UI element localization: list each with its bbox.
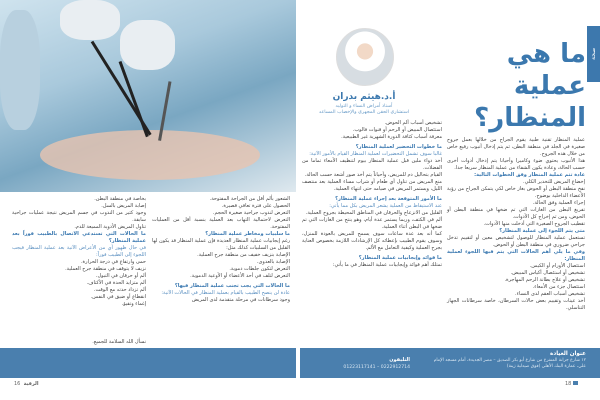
- doctor-title-line: أستاذ أمراض النساء و التوليد: [335, 104, 393, 109]
- paragraph: الإصابة بالعدوى.: [256, 259, 290, 265]
- section-heading: وفي ما يلي أهم الحالات التي يتم فيها اللجوء لعملية المنظار:: [447, 249, 585, 262]
- right-page-number: [565, 381, 578, 387]
- left-page-left-column: [12, 196, 146, 308]
- paragraph: حمى وارتفاع في درجة الحرارة.: [80, 259, 146, 265]
- phone-label: التليفون: [389, 357, 410, 363]
- paragraph: كما أنه بعد عدة ساعات سوف يسمح للمريض بالعودة للمنزل، وسوف يقوم الطبيب بإعطائه كل الإرشادات اللازمة بخصوص العناية بجرح العملية وكيفية التعامل مع الألم.: [302, 231, 442, 251]
- paragraph: إصابة المريض بالسل.: [101, 203, 146, 209]
- paragraph: أخذ دواء ملين قبل عملية المنظار بيوم لتنظيف الأمعاء تماما من الفضلات.: [302, 158, 442, 171]
- section-subheading: عادة لن ينصح الطبيب بالقيام بعملية المنظار في الحالات الآتية:: [161, 290, 290, 296]
- article-title: ما هي عملية المنظار؟: [474, 39, 586, 133]
- paragraph: التعرض لندوب جراحية صغيرة الحجم.: [212, 210, 290, 216]
- section-heading: عادة تتم عملية المنظار وفق الخطوات التالية:: [474, 172, 585, 178]
- paragraph: منع المريض من تناول أي طعام أو شراب مساء العملية بعد منتصف الليل، ويستمر المريض في صيامه حتى انتهاء العملية.: [302, 179, 442, 192]
- page-number: 16: [14, 381, 21, 387]
- address-label: عنوان العيادة: [550, 351, 586, 357]
- clinic-address: [426, 351, 586, 370]
- section-subheading: في حال ظهور أي من الأعراض الآتية بعد عملية المنظار فيجب اللجوء إلى الطبيب فوراً:: [12, 245, 146, 258]
- address-text: ١٢ شارع جرانة المتفرع من شارع أبو بكر الصديق – مصر الجديدة، أمام مسجد الإمام علي، عمارة البنك الأهلي (فوق صيدلية زينة): [433, 358, 586, 369]
- paragraph: الحصول على فترة تعافي قصيرة.: [221, 203, 290, 209]
- paragraph: إغماء وتقيؤ.: [121, 301, 146, 307]
- paragraph: تشخيص أو استئصال أكياس المبيض.: [510, 270, 585, 276]
- paragraph: بخاصة في منطقة البطن.: [94, 196, 146, 202]
- phone-value: 01223117141 – 0222912714: [343, 365, 410, 370]
- paragraph: استئصال الأورام أو الكيس.: [529, 263, 585, 269]
- middle-column: [302, 120, 442, 269]
- clinic-phone: [320, 357, 410, 371]
- section-subheading: عند الاستيقاظ من العملية يشعر المريض بكل مما يأتي:: [329, 203, 442, 209]
- paragraph: إجراء العملية وفق الحالة.: [532, 200, 585, 206]
- left-footer-band: [0, 348, 296, 378]
- surgery-photo: [0, 0, 296, 192]
- magazine-label: الرقية: [23, 381, 39, 387]
- section-heading: ما خطوات التحضير لعملية المنظار؟: [355, 144, 442, 150]
- paragraph: تستعمل عملية المنظار للوصول لتشخيص معين أو لتقييم تدخل جراحي ضروري في منطقة البطن أو الحوض.: [447, 235, 585, 248]
- section-heading: ما فوائد وإيجابيات عملية المنظار؟: [358, 255, 442, 261]
- right-footer-band: [300, 348, 600, 378]
- paragraph: تناول المريض الأدوية المميعة للدم.: [74, 224, 146, 230]
- paragraph: الإصابة بنزيف خفيف من منطقة جرح العملية.: [197, 252, 290, 258]
- paragraph: تشخيص أسباب ألم الحوض.: [384, 120, 442, 126]
- paragraph: انقطاع أو ضيق في النفس.: [90, 294, 146, 300]
- doctor-name: أ.د.هيثم بدران: [332, 92, 396, 102]
- paragraph: عملية المنظار تقنية طبية يقوم الجراح من خلالها بعمل جروح صغيرة في الجلد في منطقة البطن، ثم يتم إدخال أنبوب رفيع خاص من خلال هذه الجروح.: [447, 137, 585, 157]
- left-page-number: [14, 381, 39, 387]
- paragraph: التعرض لتلف في أحد الأعضاء أو الأوعية الدموية.: [190, 273, 290, 279]
- closing-line: نسأل الله السلامة للجميع.: [92, 339, 146, 345]
- paragraph: ألم في الكتف، وربما يستمر عدة أيام، وهو ينتج من الغازات التي تم ضخها في البطن أثناء العملية.: [302, 217, 442, 230]
- paragraph: القيام بتحاليل دم للمريض، وأحياناً يتم أخذ صور أشعة حسب الحالة.: [304, 172, 442, 178]
- paragraph: ألم متزايد الحدة في الأكتاف.: [86, 280, 146, 286]
- paragraph: تقطيب الجروح الصغيرة التي أدخلت منها الأدوات.: [483, 221, 585, 227]
- paragraph: ألم تزداد حدته مع الوقت.: [93, 287, 146, 293]
- paragraph: إخضاع المريض للتخدير الكلي.: [523, 179, 585, 185]
- paragraph: استئصال المبيض أو الرحم أو قنوات فالوب.: [352, 127, 442, 133]
- doctor-title-line: استشاري الحقن المجهري والإخصاب المساعد: [318, 110, 410, 115]
- paragraph: الشعور بألم أقل من الجراحة المفتوحة.: [209, 196, 290, 202]
- section-heading: ما الأمور المتوقعة بعد إجراء عملية المنظار؟: [335, 196, 442, 202]
- paragraph: معرفة أسباب كثافة الدورة الشهرية غير الطبيعية.: [341, 134, 442, 140]
- page-number: 18: [565, 381, 572, 387]
- left-page-right-column: [152, 196, 290, 304]
- paragraph: رغم إيجابيات عملية المنظار العديدة فإن عملية المنظار قد يكون لها القليل من السلبيات كذلك مثل:: [152, 238, 290, 251]
- paragraph: هذا الأنبوب يحتوي ضوء وكاميرا وأحيانا يتم إدخال أدوات أخرى حسب الحالة، وعادة يكون الشفاء من عملية المنظار سريعا جدا.: [447, 158, 585, 171]
- paragraph: نزيف لا يتوقف في منطقة جرح العملية.: [65, 266, 146, 272]
- paragraph: وجود سرطانات في مرحلة متقدمة لدى المريض: [191, 297, 290, 303]
- section-subheading: غالبا سوف تشمل التحضيرات لعملية المنظار القيام بالأمور الآتية:: [309, 151, 442, 157]
- paragraph: تفريغ البطن من الغازات التي تم ضخها في منطقة البطن أو الحوض، ومن ثم إخراج كل الأدوات.: [447, 207, 585, 220]
- paragraph: وجود كثير من الندوب في جسم المريض نتيجة عمليات جراحية سابقة.: [12, 210, 146, 223]
- paragraph: القليل من الانزعاج والحرقان في المناطق المحيطة بجروح العملية.: [305, 210, 442, 216]
- doctor-title: [305, 104, 423, 116]
- section-heading: متى يتم اللجوء إلى عملية المنظار؟: [499, 228, 585, 234]
- paragraph: التعرض لاحتمالية التهاب بعد العملية بنسبة أقل من العمليات المفتوحة.: [152, 217, 290, 230]
- paragraph: التعرض لتكون جلطات دموية.: [229, 266, 290, 272]
- paragraph: أخذ عينات وتقييم بعض حالات السرطان، خاصة سرطانات الجهاز التناسلي.: [447, 298, 585, 311]
- right-column: [447, 137, 585, 312]
- paragraph: استئصال جزء من الأمعاء.: [532, 284, 585, 290]
- paragraph: تشخيص أسباب العقم لدى النساء.: [515, 291, 585, 297]
- paragraph: نفخ منطقة البطن أو الحوض بغاز خاص لكي يتمكن الجراح من رؤية الأعضاء الداخلية بوضوح.: [447, 186, 585, 199]
- section-tab: صحة: [587, 26, 600, 82]
- section-heading: ما الحالات التي يجب تجنب عملية المنظار فيها؟: [174, 283, 290, 289]
- doctor-avatar: [336, 28, 394, 86]
- section-heading: ما الحالات التي تستدعي الاتصال بالطبيب فوراً بعد عملية المنظار؟: [12, 231, 146, 244]
- paragraph: تشخيص أو علاج بطانة الرحم المهاجرة.: [504, 277, 585, 283]
- paragraph: ألم أو حرقان في التبول.: [95, 273, 146, 279]
- section-heading: ما سلبيات ومخاطر عملية المنظار؟: [205, 231, 290, 237]
- paragraph: تمتلك أهم فوائد وإيجابيات عملية المنظار في ما يأتي:: [332, 262, 442, 268]
